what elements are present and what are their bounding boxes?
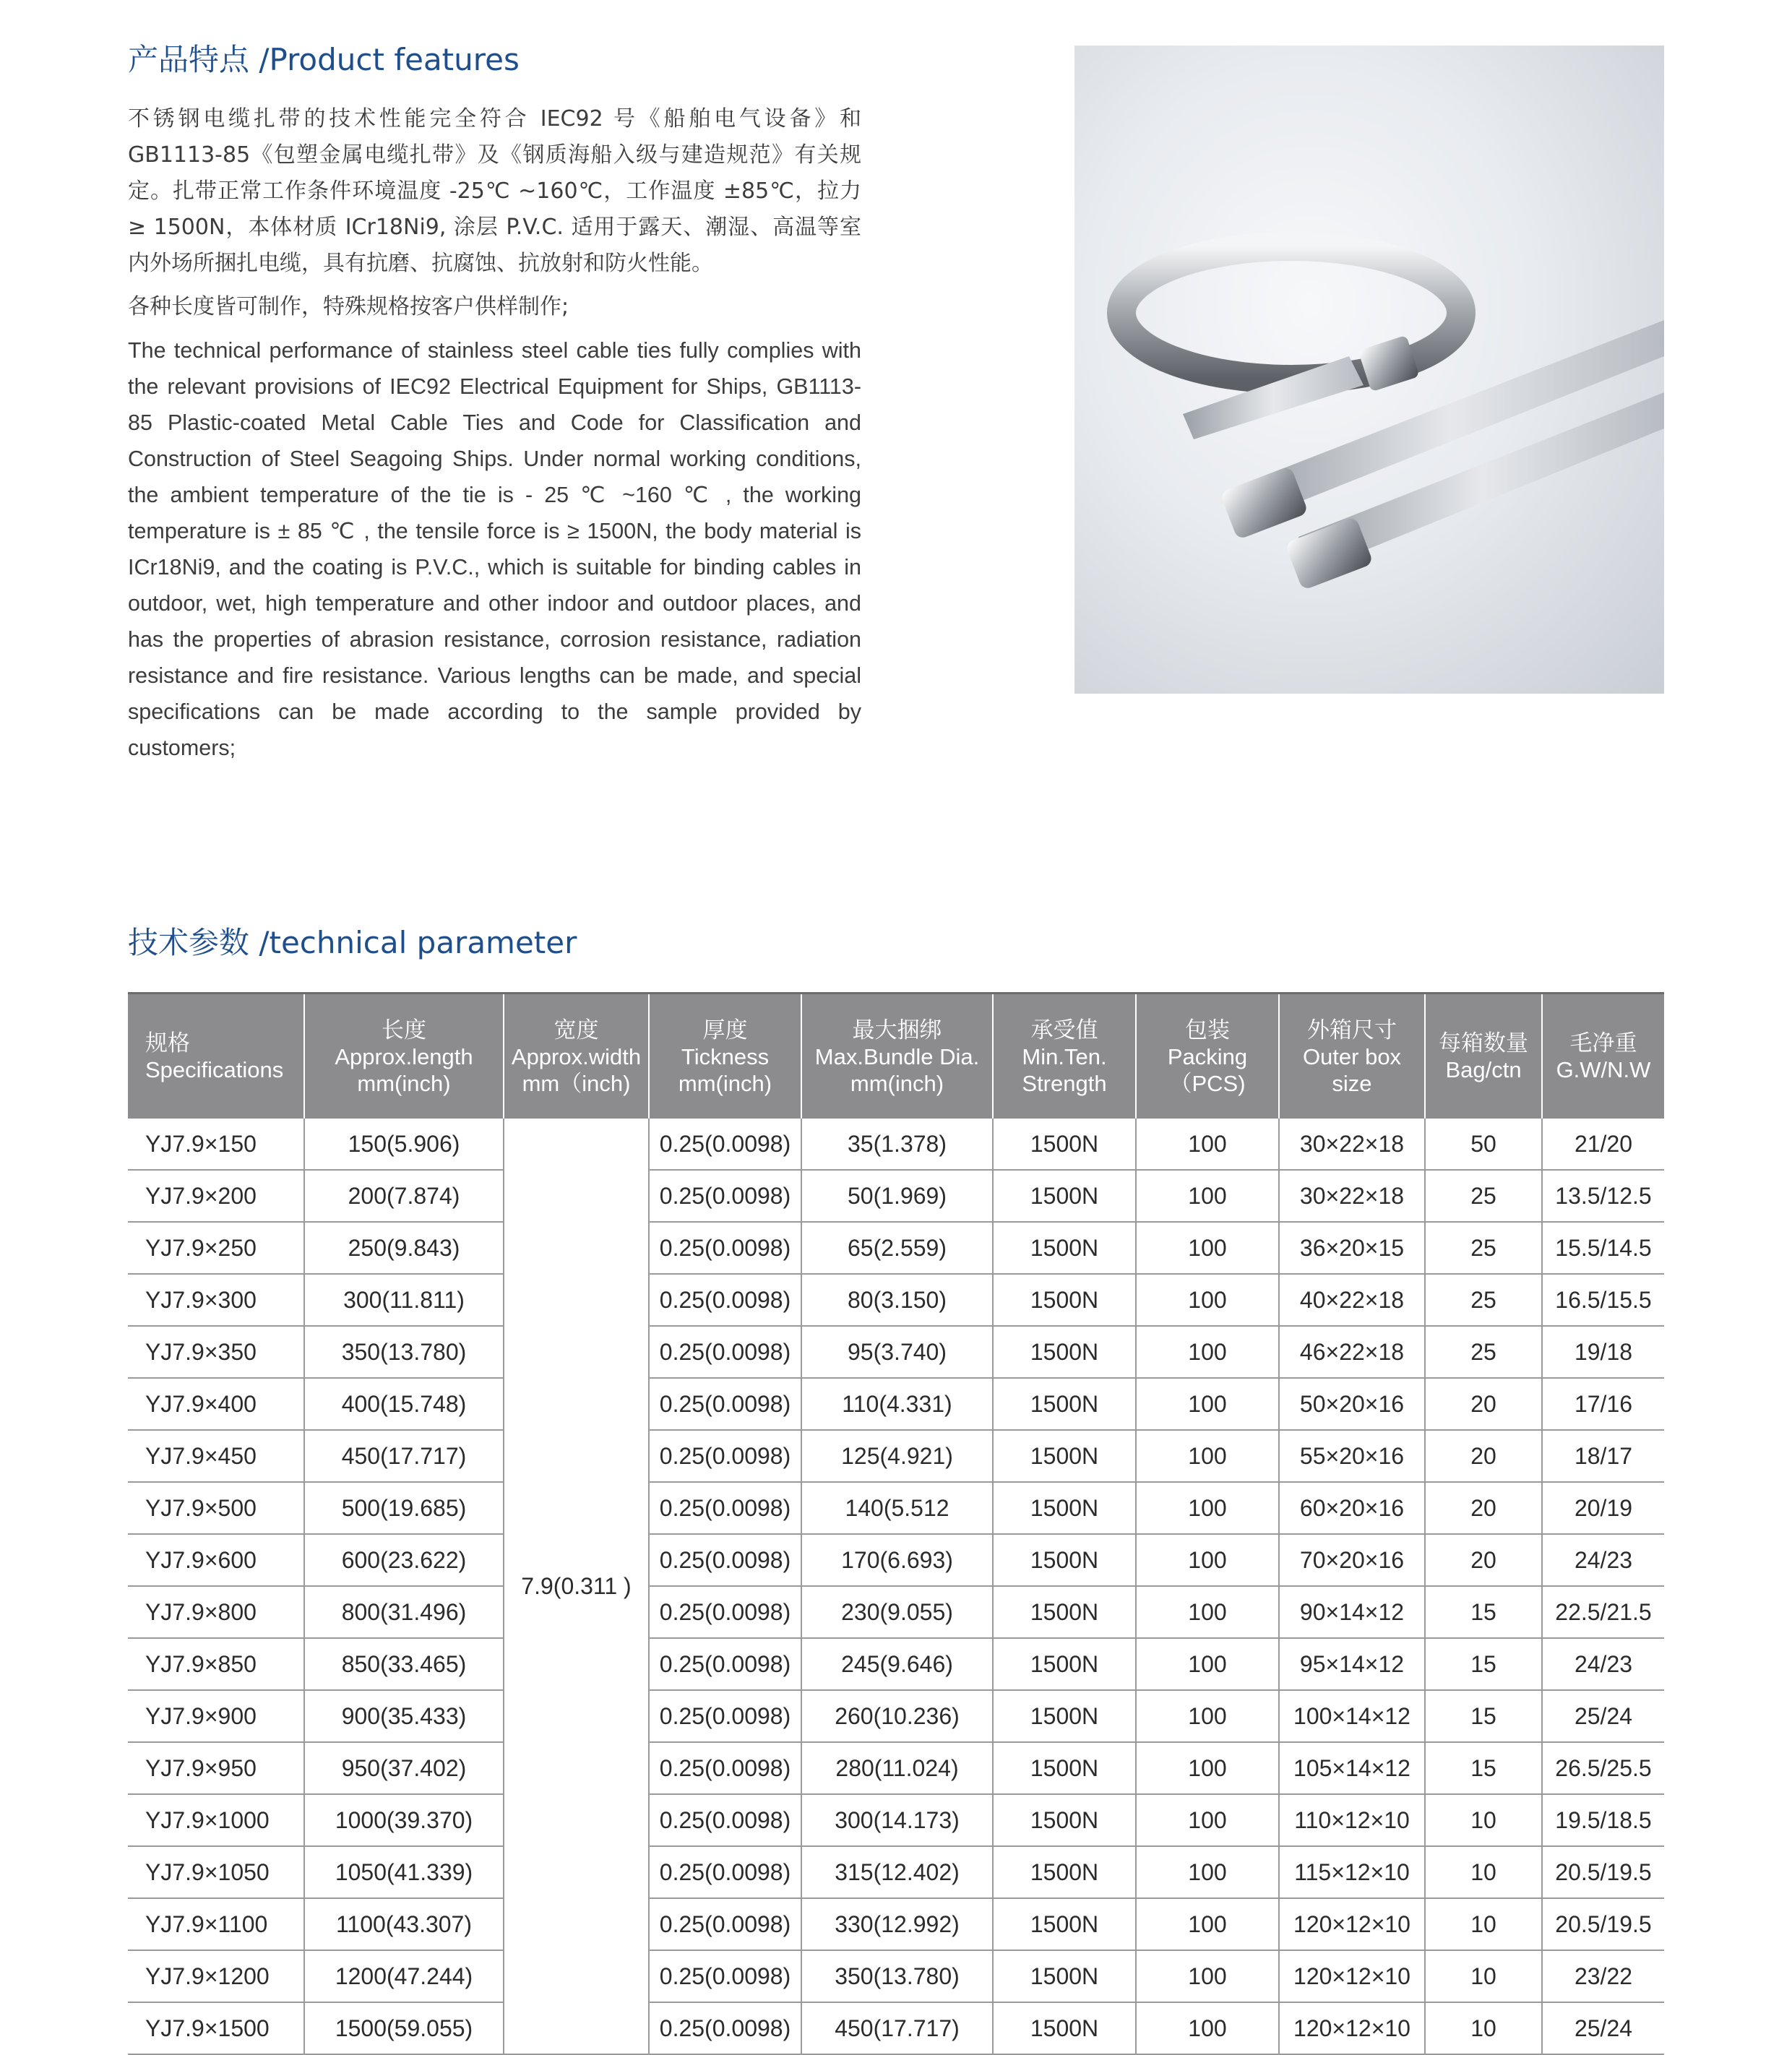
thickness-cell: 0.25(0.0098) (649, 1898, 801, 1950)
bag-ctn-cell: 15 (1425, 1690, 1542, 1742)
header-line: 外箱尺寸 (1307, 1017, 1397, 1043)
thickness-cell: 0.25(0.0098) (649, 1274, 801, 1326)
strength-cell: 1500N (993, 1846, 1136, 1898)
spec-cell: YJ7.9×800 (128, 1586, 304, 1638)
spec-cell: YJ7.9×250 (128, 1222, 304, 1274)
header-line: Strength (1022, 1070, 1107, 1096)
packing-cell: 100 (1136, 1482, 1279, 1534)
outer-box-cell: 36×20×15 (1279, 1222, 1425, 1274)
thickness-cell: 0.25(0.0098) (649, 1430, 801, 1482)
spec-cell: YJ7.9×850 (128, 1638, 304, 1690)
product-photo (1074, 46, 1664, 694)
header-line: 每箱数量 (1439, 1030, 1528, 1056)
bag-ctn-cell: 20 (1425, 1378, 1542, 1430)
packing-cell: 100 (1136, 1378, 1279, 1430)
strength-cell: 1500N (993, 1482, 1136, 1534)
length-cell: 1500(59.055) (304, 2002, 504, 2054)
packing-cell: 100 (1136, 1794, 1279, 1846)
max-bundle-cell: 50(1.969) (801, 1170, 993, 1222)
table-header (128, 994, 1664, 1119)
table-row (128, 1950, 1664, 2002)
spec-cell: YJ7.9×200 (128, 1170, 304, 1222)
strength-cell: 1500N (993, 2002, 1136, 2054)
header-width (504, 994, 649, 1119)
header-line: 厚度 (702, 1017, 748, 1043)
length-cell: 850(33.465) (304, 1638, 504, 1690)
weight-cell: 18/17 (1542, 1430, 1664, 1482)
max-bundle-cell: 125(4.921) (801, 1430, 993, 1482)
outer-box-cell: 115×12×10 (1279, 1846, 1425, 1898)
header-thickness (649, 994, 801, 1119)
weight-cell: 23/22 (1542, 1950, 1664, 2002)
outer-box-cell: 55×20×16 (1279, 1430, 1425, 1482)
table-row (128, 1222, 1664, 1274)
spec-cell: YJ7.9×1200 (128, 1950, 304, 2002)
table-row (128, 1794, 1664, 1846)
length-cell: 150(5.906) (304, 1119, 504, 1170)
header-line: 长度 (382, 1017, 426, 1043)
table-row (128, 1586, 1664, 1638)
bag-ctn-cell: 10 (1425, 1794, 1542, 1846)
header-line: size (1332, 1070, 1372, 1096)
strength-cell: 1500N (993, 1638, 1136, 1690)
table-row (128, 1119, 1664, 1170)
length-cell: 900(35.433) (304, 1690, 504, 1742)
spec-cell: YJ7.9×300 (128, 1274, 304, 1326)
features-en-paragraph: The technical performance of stainless steel cable ties fully complies with the relevant provisions of IEC92 Electrical Equipment for Ships, GB1113-85 Plastic-coated Metal Cable Ties and Code for Classification and Construction of Steel Seagoing Ships. Under normal working conditions, the ambient temperature of the tie is - 25 ℃ ~160 ℃ , the working temperature is ± 85 ℃ , the tensile force is ≥ 1500N, the body material is ICr18Ni9, and the coating is P.V.C., which is suitable for binding cables in outdoor, wet, high temperature and other indoor and outdoor places, and has the properties of abrasion resistance, corrosion resistance, radiation resistance and fire resistance. Various lengths can be made, and special specifications can be made according to the sample provided by customers; (128, 338, 861, 760)
header-line: Bag/ctn (1445, 1057, 1522, 1082)
thickness-cell: 0.25(0.0098) (649, 1690, 801, 1742)
max-bundle-cell: 65(2.559) (801, 1222, 993, 1274)
thickness-cell: 0.25(0.0098) (649, 1846, 801, 1898)
packing-cell: 100 (1136, 1274, 1279, 1326)
strength-cell: 1500N (993, 1950, 1136, 2002)
thickness-cell: 0.25(0.0098) (649, 1326, 801, 1378)
length-cell: 1100(43.307) (304, 1898, 504, 1950)
product-features-title: 产品特点 /Product features (128, 42, 520, 77)
weight-cell: 20.5/19.5 (1542, 1846, 1664, 1898)
header-line: Specifications (145, 1057, 284, 1082)
bag-ctn-cell: 15 (1425, 1742, 1542, 1794)
packing-cell: 100 (1136, 1742, 1279, 1794)
header-gross-net-weight (1542, 994, 1664, 1119)
spec-cell: YJ7.9×950 (128, 1742, 304, 1794)
spec-cell: YJ7.9×1100 (128, 1898, 304, 1950)
packing-cell: 100 (1136, 1638, 1279, 1690)
weight-cell: 15.5/14.5 (1542, 1222, 1664, 1274)
table-body (128, 1119, 1664, 2054)
strength-cell: 1500N (993, 1274, 1136, 1326)
thickness-cell: 0.25(0.0098) (649, 1950, 801, 2002)
max-bundle-cell: 280(11.024) (801, 1742, 993, 1794)
strength-cell: 1500N (993, 1326, 1136, 1378)
header-line: 毛净重 (1569, 1030, 1637, 1056)
technical-parameter-table (128, 992, 1664, 2055)
thickness-cell: 0.25(0.0098) (649, 1742, 801, 1794)
length-cell: 1050(41.339) (304, 1846, 504, 1898)
header-packing (1136, 994, 1279, 1119)
thickness-cell: 0.25(0.0098) (649, 1119, 801, 1170)
packing-cell: 100 (1136, 2002, 1279, 2054)
header-line: Max.Bundle Dia. (814, 1043, 980, 1069)
outer-box-cell: 120×12×10 (1279, 1950, 1425, 2002)
cable-tie-illustration (1074, 46, 1664, 694)
weight-cell: 13.5/12.5 (1542, 1170, 1664, 1222)
spec-cell: YJ7.9×1500 (128, 2002, 304, 2054)
thickness-cell: 0.25(0.0098) (649, 1638, 801, 1690)
table-row (128, 1846, 1664, 1898)
spec-cell: YJ7.9×150 (128, 1119, 304, 1170)
strength-cell: 1500N (993, 1430, 1136, 1482)
thickness-cell: 0.25(0.0098) (649, 1586, 801, 1638)
strength-cell: 1500N (993, 1119, 1136, 1170)
header-line: G.W/N.W (1556, 1057, 1651, 1082)
header-line: mm(inch) (678, 1070, 772, 1096)
outer-box-cell: 30×22×18 (1279, 1170, 1425, 1222)
spec-cell: YJ7.9×1050 (128, 1846, 304, 1898)
bag-ctn-cell: 10 (1425, 1950, 1542, 2002)
header-bag-per-carton (1425, 994, 1542, 1119)
length-cell: 300(11.811) (304, 1274, 504, 1326)
length-cell: 400(15.748) (304, 1378, 504, 1430)
length-cell: 1000(39.370) (304, 1794, 504, 1846)
table-row (128, 1534, 1664, 1586)
bag-ctn-cell: 10 (1425, 2002, 1542, 2054)
max-bundle-cell: 95(3.740) (801, 1326, 993, 1378)
length-cell: 950(37.402) (304, 1742, 504, 1794)
packing-cell: 100 (1136, 1586, 1279, 1638)
header-line: （PCS) (1169, 1070, 1246, 1096)
bag-ctn-cell: 20 (1425, 1482, 1542, 1534)
weight-cell: 24/23 (1542, 1534, 1664, 1586)
weight-cell: 19.5/18.5 (1542, 1794, 1664, 1846)
strength-cell: 1500N (993, 1742, 1136, 1794)
spec-cell: YJ7.9×450 (128, 1430, 304, 1482)
bag-ctn-cell: 50 (1425, 1119, 1542, 1170)
table-row (128, 1326, 1664, 1378)
outer-box-cell: 120×12×10 (1279, 2002, 1425, 2054)
bag-ctn-cell: 25 (1425, 1222, 1542, 1274)
strength-cell: 1500N (993, 1378, 1136, 1430)
bag-ctn-cell: 15 (1425, 1638, 1542, 1690)
header-line: mm(inch) (850, 1070, 944, 1096)
max-bundle-cell: 330(12.992) (801, 1898, 993, 1950)
thickness-cell: 0.25(0.0098) (649, 1794, 801, 1846)
thickness-cell: 0.25(0.0098) (649, 1170, 801, 1222)
max-bundle-cell: 110(4.331) (801, 1378, 993, 1430)
weight-cell: 19/18 (1542, 1326, 1664, 1378)
header-max-bundle-dia (801, 994, 993, 1119)
table-row (128, 1274, 1664, 1326)
header-line: Min.Ten. (1022, 1043, 1107, 1069)
table-row (128, 1742, 1664, 1794)
bag-ctn-cell: 25 (1425, 1274, 1542, 1326)
outer-box-cell: 90×14×12 (1279, 1586, 1425, 1638)
table-row (128, 1898, 1664, 1950)
header-line: mm（inch) (522, 1070, 631, 1096)
strength-cell: 1500N (993, 1586, 1136, 1638)
header-line: 包装 (1185, 1017, 1230, 1043)
header-line: 规格 (145, 1030, 190, 1056)
header-line: 承受值 (1030, 1017, 1098, 1043)
bag-ctn-cell: 10 (1425, 1846, 1542, 1898)
length-cell: 350(13.780) (304, 1326, 504, 1378)
length-cell: 1200(47.244) (304, 1950, 504, 2002)
header-line: 宽度 (553, 1017, 599, 1043)
packing-cell: 100 (1136, 1170, 1279, 1222)
weight-cell: 25/24 (1542, 1690, 1664, 1742)
table-row (128, 2002, 1664, 2054)
weight-cell: 24/23 (1542, 1638, 1664, 1690)
weight-cell: 22.5/21.5 (1542, 1586, 1664, 1638)
strength-cell: 1500N (993, 1222, 1136, 1274)
weight-cell: 20.5/19.5 (1542, 1898, 1664, 1950)
width-cell: 7.9(0.311 ) (504, 1119, 649, 2054)
table-row (128, 1690, 1664, 1742)
packing-cell: 100 (1136, 1119, 1279, 1170)
features-description (128, 101, 861, 766)
thickness-cell: 0.25(0.0098) (649, 1534, 801, 1586)
table-row (128, 1170, 1664, 1222)
technical-parameter-title: 技术参数 /technical parameter (128, 925, 577, 960)
outer-box-cell: 60×20×16 (1279, 1482, 1425, 1534)
weight-cell: 16.5/15.5 (1542, 1274, 1664, 1326)
outer-box-cell: 95×14×12 (1279, 1638, 1425, 1690)
bag-ctn-cell: 10 (1425, 1898, 1542, 1950)
spec-cell: YJ7.9×900 (128, 1690, 304, 1742)
strength-cell: 1500N (993, 1170, 1136, 1222)
packing-cell: 100 (1136, 1950, 1279, 2002)
outer-box-cell: 70×20×16 (1279, 1534, 1425, 1586)
outer-box-cell: 46×22×18 (1279, 1326, 1425, 1378)
max-bundle-cell: 170(6.693) (801, 1534, 993, 1586)
packing-cell: 100 (1136, 1326, 1279, 1378)
length-cell: 600(23.622) (304, 1534, 504, 1586)
packing-cell: 100 (1136, 1222, 1279, 1274)
header-specifications (128, 994, 304, 1119)
thickness-cell: 0.25(0.0098) (649, 1482, 801, 1534)
strength-cell: 1500N (993, 1690, 1136, 1742)
header-line: Approx.length (335, 1043, 473, 1069)
header-line: Tickness (681, 1043, 770, 1069)
bag-ctn-cell: 15 (1425, 1586, 1542, 1638)
spec-cell: YJ7.9×400 (128, 1378, 304, 1430)
weight-cell: 17/16 (1542, 1378, 1664, 1430)
outer-box-cell: 40×22×18 (1279, 1274, 1425, 1326)
packing-cell: 100 (1136, 1534, 1279, 1586)
weight-cell: 26.5/25.5 (1542, 1742, 1664, 1794)
weight-cell: 25/24 (1542, 2002, 1664, 2054)
outer-box-cell: 30×22×18 (1279, 1119, 1425, 1170)
spec-cell: YJ7.9×1000 (128, 1794, 304, 1846)
packing-cell: 100 (1136, 1846, 1279, 1898)
bag-ctn-cell: 20 (1425, 1534, 1542, 1586)
outer-box-cell: 120×12×10 (1279, 1898, 1425, 1950)
weight-cell: 21/20 (1542, 1119, 1664, 1170)
table-row (128, 1378, 1664, 1430)
max-bundle-cell: 450(17.717) (801, 2002, 993, 2054)
strength-cell: 1500N (993, 1534, 1136, 1586)
length-cell: 800(31.496) (304, 1586, 504, 1638)
spec-cell: YJ7.9×600 (128, 1534, 304, 1586)
outer-box-cell: 110×12×10 (1279, 1794, 1425, 1846)
length-cell: 450(17.717) (304, 1430, 504, 1482)
outer-box-cell: 100×14×12 (1279, 1690, 1425, 1742)
header-min-tensile-strength (993, 994, 1136, 1119)
header-length (304, 994, 504, 1119)
header-line: 最大捆绑 (852, 1017, 942, 1043)
max-bundle-cell: 300(14.173) (801, 1794, 993, 1846)
max-bundle-cell: 80(3.150) (801, 1274, 993, 1326)
header-line: Packing (1167, 1043, 1248, 1069)
table-row (128, 1430, 1664, 1482)
strength-cell: 1500N (993, 1898, 1136, 1950)
outer-box-cell: 105×14×12 (1279, 1742, 1425, 1794)
max-bundle-cell: 350(13.780) (801, 1950, 993, 2002)
header-outer-box-size (1279, 994, 1425, 1119)
packing-cell: 100 (1136, 1898, 1279, 1950)
packing-cell: 100 (1136, 1430, 1279, 1482)
strength-cell: 1500N (993, 1794, 1136, 1846)
header-line: mm(inch) (357, 1070, 451, 1096)
thickness-cell: 0.25(0.0098) (649, 2002, 801, 2054)
bag-ctn-cell: 25 (1425, 1170, 1542, 1222)
table-row (128, 1482, 1664, 1534)
table-row (128, 1638, 1664, 1690)
packing-cell: 100 (1136, 1690, 1279, 1742)
max-bundle-cell: 140(5.512 (801, 1482, 993, 1534)
max-bundle-cell: 245(9.646) (801, 1638, 993, 1690)
length-cell: 500(19.685) (304, 1482, 504, 1534)
features-cn-paragraph: 不锈钢电缆扎带的技术性能完全符合 IEC92 号《船舶电气设备》和 GB1113-85《包塑金属电缆扎带》及《钢质海船入级与建造规范》有关规定。扎带正常工作条件环境温度 -25℃ ~160℃，工作温度 ±85℃，拉力 ≥ 1500N，本体材质 ICr18Ni9, 涂层 P.V.C. 适用于露天、潮湿、高温等室内外场所捆扎电缆，具有抗磨、抗腐蚀、抗放射和防火性能。 (128, 106, 861, 276)
max-bundle-cell: 35(1.378) (801, 1119, 993, 1170)
length-cell: 200(7.874) (304, 1170, 504, 1222)
thickness-cell: 0.25(0.0098) (649, 1222, 801, 1274)
max-bundle-cell: 315(12.402) (801, 1846, 993, 1898)
thickness-cell: 0.25(0.0098) (649, 1378, 801, 1430)
features-cn-note: 各种长度皆可制作，特殊规格按客户供样制作; (128, 294, 569, 319)
length-cell: 250(9.843) (304, 1222, 504, 1274)
bag-ctn-cell: 25 (1425, 1326, 1542, 1378)
spec-cell: YJ7.9×350 (128, 1326, 304, 1378)
header-line: Approx.width (511, 1043, 642, 1069)
header-line: Outer box (1302, 1043, 1402, 1069)
bag-ctn-cell: 20 (1425, 1430, 1542, 1482)
weight-cell: 20/19 (1542, 1482, 1664, 1534)
max-bundle-cell: 230(9.055) (801, 1586, 993, 1638)
spec-cell: YJ7.9×500 (128, 1482, 304, 1534)
max-bundle-cell: 260(10.236) (801, 1690, 993, 1742)
outer-box-cell: 50×20×16 (1279, 1378, 1425, 1430)
